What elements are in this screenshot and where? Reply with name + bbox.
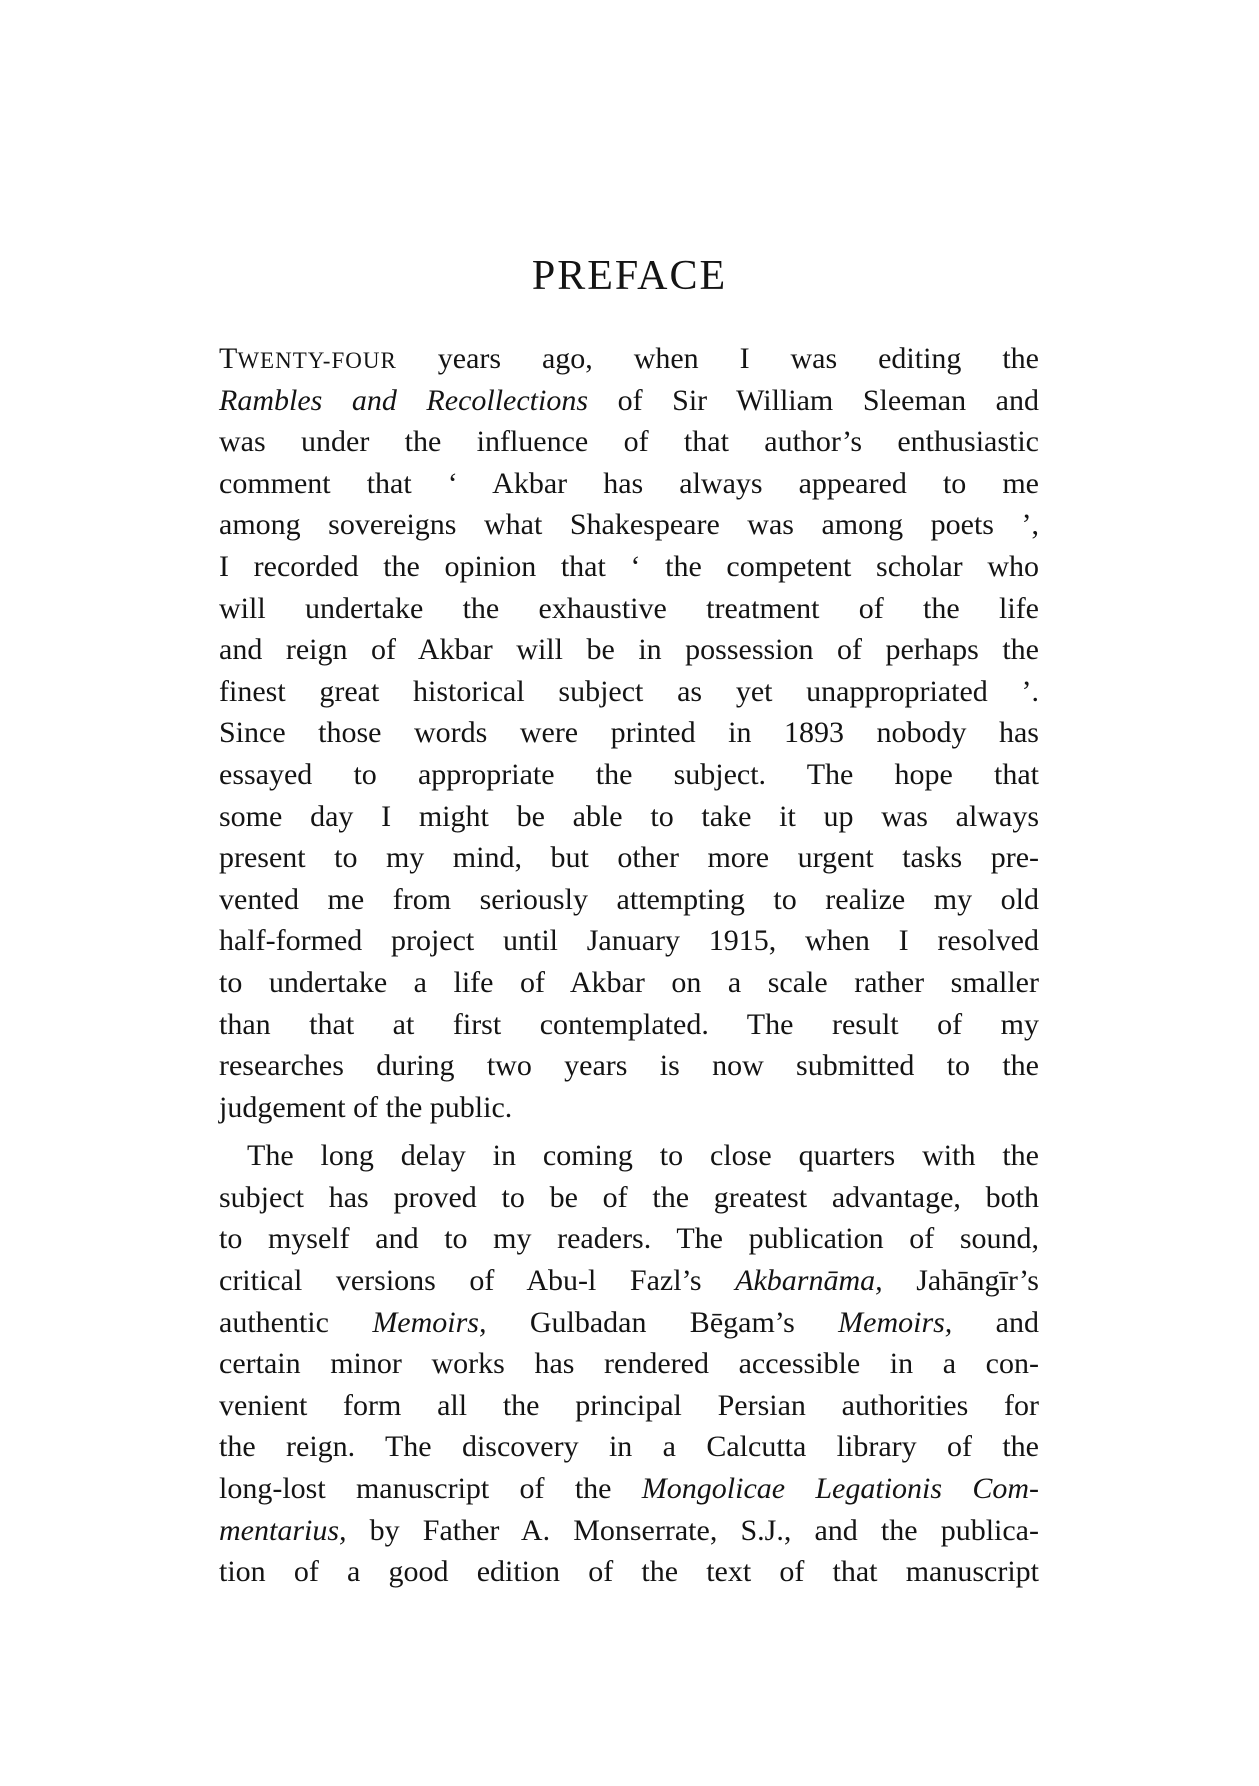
text-line: to myself and to my readers. The publication of sound, [219, 1222, 1039, 1256]
text-line: long-lost manuscript of the Mongolicae Legationis Com- [219, 1472, 1039, 1506]
text-line: was under the influence of that author’s enthusiastic [219, 425, 1039, 459]
page-title: PREFACE [531, 253, 728, 299]
text-line: than that at first contemplated. The result of my [219, 1007, 1039, 1041]
text-line: vented me from seriously attempting to realize my old [219, 882, 1039, 916]
book-title-italic: Mongolicae Legationis Com- [641, 1472, 1039, 1506]
text-line: some day I might be able to take it up was always [219, 799, 1039, 833]
preface-body [219, 338, 1039, 1593]
paragraph-2 [219, 1135, 1039, 1593]
text-line: present to my mind, but other more urgent tasks pre- [219, 841, 1039, 875]
text-line: will undertake the exhaustive treatment of the life [219, 591, 1039, 625]
book-title-italic: mentarius, [219, 1513, 347, 1547]
text-line: certain minor works has rendered accessible in a con- [219, 1347, 1039, 1381]
text-line: judgement of the public. [219, 1090, 513, 1124]
text-line: and reign of Akbar will be in possession of perhaps the [219, 633, 1039, 667]
book-title-italic: Memoirs, [372, 1305, 487, 1339]
text-line: Rambles and Recollections of Sir William Sleeman and [219, 383, 1039, 417]
book-title-italic: Akbarnāma, [735, 1264, 883, 1298]
text-line: essayed to appropriate the subject. The hope that [219, 757, 1039, 791]
text-line: subject has proved to be of the greatest advantage, both [219, 1180, 1039, 1214]
text-line: critical versions of Abu-l Fazl’s Akbarnāma, Jahāngīr’s [219, 1264, 1039, 1298]
book-title-italic: Memoirs, [838, 1305, 953, 1339]
paragraph-1 [219, 338, 1039, 1128]
text-line: to undertake a life of Akbar on a scale rather smaller [219, 965, 1039, 999]
text-line: mentarius, by Father A. Monserrate, S.J., and the publica- [219, 1513, 1039, 1547]
text-line: venient form all the principal Persian authorities for [219, 1388, 1039, 1422]
text-line: among sovereigns what Shakespeare was among poets ’, [219, 508, 1039, 542]
text-line: The long delay in coming to close quarters with the [247, 1139, 1039, 1173]
text-line: tion of a good edition of the text of that manuscript [219, 1555, 1039, 1589]
text-line: authentic Memoirs, Gulbadan Bēgam’s Memoirs, and [219, 1305, 1039, 1339]
book-title-italic: Rambles and Recollections [219, 383, 589, 417]
text-line: researches during two years is now submitted to the [219, 1049, 1039, 1083]
text-line: comment that ‘ Akbar has always appeared to me [219, 466, 1039, 500]
text-line: finest great historical subject as yet unappropriated ’. [219, 674, 1039, 708]
text-line: Since those words were printed in 1893 nobody has [219, 716, 1039, 750]
text-line: half-formed project until January 1915, when I resolved [219, 924, 1039, 958]
text-line: TWENTY-FOUR years ago, when I was editing the [219, 342, 1039, 375]
text-line: I recorded the opinion that ‘ the competent scholar who [219, 549, 1039, 583]
text-line: the reign. The discovery in a Calcutta library of the [219, 1430, 1039, 1464]
